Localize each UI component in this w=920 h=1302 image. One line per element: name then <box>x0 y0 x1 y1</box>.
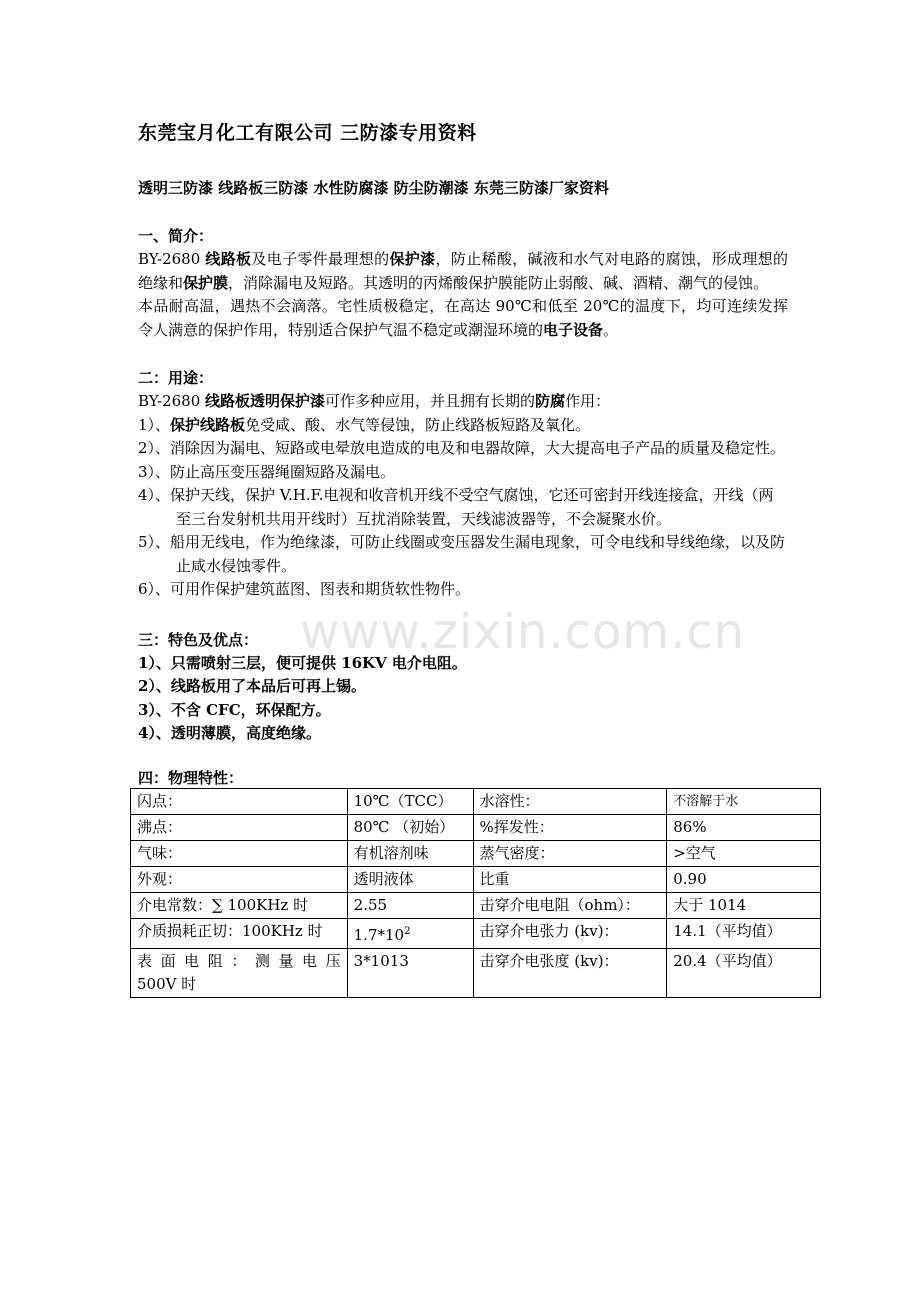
page-title: 东莞宝月化工有限公司 三防漆专用资料 <box>138 122 477 144</box>
table-row: 闪点： 10℃（TCC） 水溶性： 不溶解于水 <box>131 788 821 814</box>
usage-intro: BY-2680 线路板透明保护漆可作多种应用，并且拥有长期的防腐作用： <box>138 392 611 410</box>
list-item: 1）、保护线路板免受咸、酸、水气等侵蚀，防止线路板短路及氧化。 <box>138 415 591 434</box>
list-item: 5）、船用无线电，作为绝缘漆，可防止线圈或变压器发生漏电现象，可令电线和导线绝缘，以及防止咸水侵蚀零件。 <box>138 533 786 575</box>
table-row: 介质损耗正切：100KHz 时 $1.7*10^2$ 击穿介电张力 (kv)： 14.1（平均值） <box>131 918 821 948</box>
section-heading-intro: 一、简介： <box>138 227 214 245</box>
section-heading-usage: 二：用途： <box>138 369 214 387</box>
section-heading-properties: 四：物理特性： <box>138 768 244 787</box>
intro-paragraph-2: 本品耐高温，遇热不会滴落。宅性质极稳定，在高达 90℃和低至 20℃的温度下，均可连续发挥令人满意的保护作用，特别适合保护气温不稳定或潮湿环境的电子设备。 <box>138 297 788 339</box>
list-item: 2）、消除因为漏电、短路或电晕放电造成的电及和电器故障，大大提高电子产品的质量及稳定性。 <box>138 439 786 457</box>
table-row: 介电常数：∑ 100KHz 时 2.55 击穿介电电阻（ohm）： 大于 1014 <box>131 892 821 918</box>
table-row: 表 面 电 阻 ： 测 量 电 压 500V 时 3*1013 击穿介电张度 (kv)： 20.4（平均值） <box>131 948 821 997</box>
list-item: 2）、线路板用了本品后可再上锡。 <box>138 677 366 695</box>
table-row: 沸点： 80℃ （初始） %挥发性： 86% <box>131 814 821 840</box>
section-heading-features: 三：特色及优点： <box>138 630 259 649</box>
document-body <box>138 118 788 998</box>
page-subtitle: 透明三防漆 线路板三防漆 水性防腐漆 防尘防潮漆 东莞三防漆厂家资料 <box>138 179 609 197</box>
list-item: 3）、不含 CFC，环保配方。 <box>138 700 331 719</box>
list-item: 3）、防止高压变压器绳圈短路及漏电。 <box>138 462 396 481</box>
table-row: 外观： 透明液体 比重 0.90 <box>131 866 821 892</box>
properties-table <box>130 788 821 998</box>
list-item: 4）、透明薄膜，高度绝缘。 <box>138 724 321 742</box>
list-item: 1）、只需喷射三层，便可提供 16KV 电介电阻。 <box>138 653 467 672</box>
intro-paragraph-1: BY-2680 线路板及电子零件最理想的保护漆，防止稀酸，碱液和水气对电路的腐蚀，形成理想的绝缘和保护膜，消除漏电及短路。其透明的丙烯酸保护膜能防止弱酸、碱、酒精、潮气的侵蚀。 <box>138 250 788 292</box>
watermark: www.zixin.com.cn <box>300 604 746 660</box>
list-item: 6）、可用作保护建筑蓝图、图表和期货软性物件。 <box>138 580 471 598</box>
list-item: 4）、保护天线，保护 V.H.F.电视和收音机开线不受空气腐蚀，它还可密封开线连接盒，开线（两至三台发射机共用开线时）互扰消除装置，天线滤波器等，不会凝聚水价。 <box>138 486 774 528</box>
table-row: 气味： 有机溶剂味 蒸气密度： >空气 <box>131 840 821 866</box>
